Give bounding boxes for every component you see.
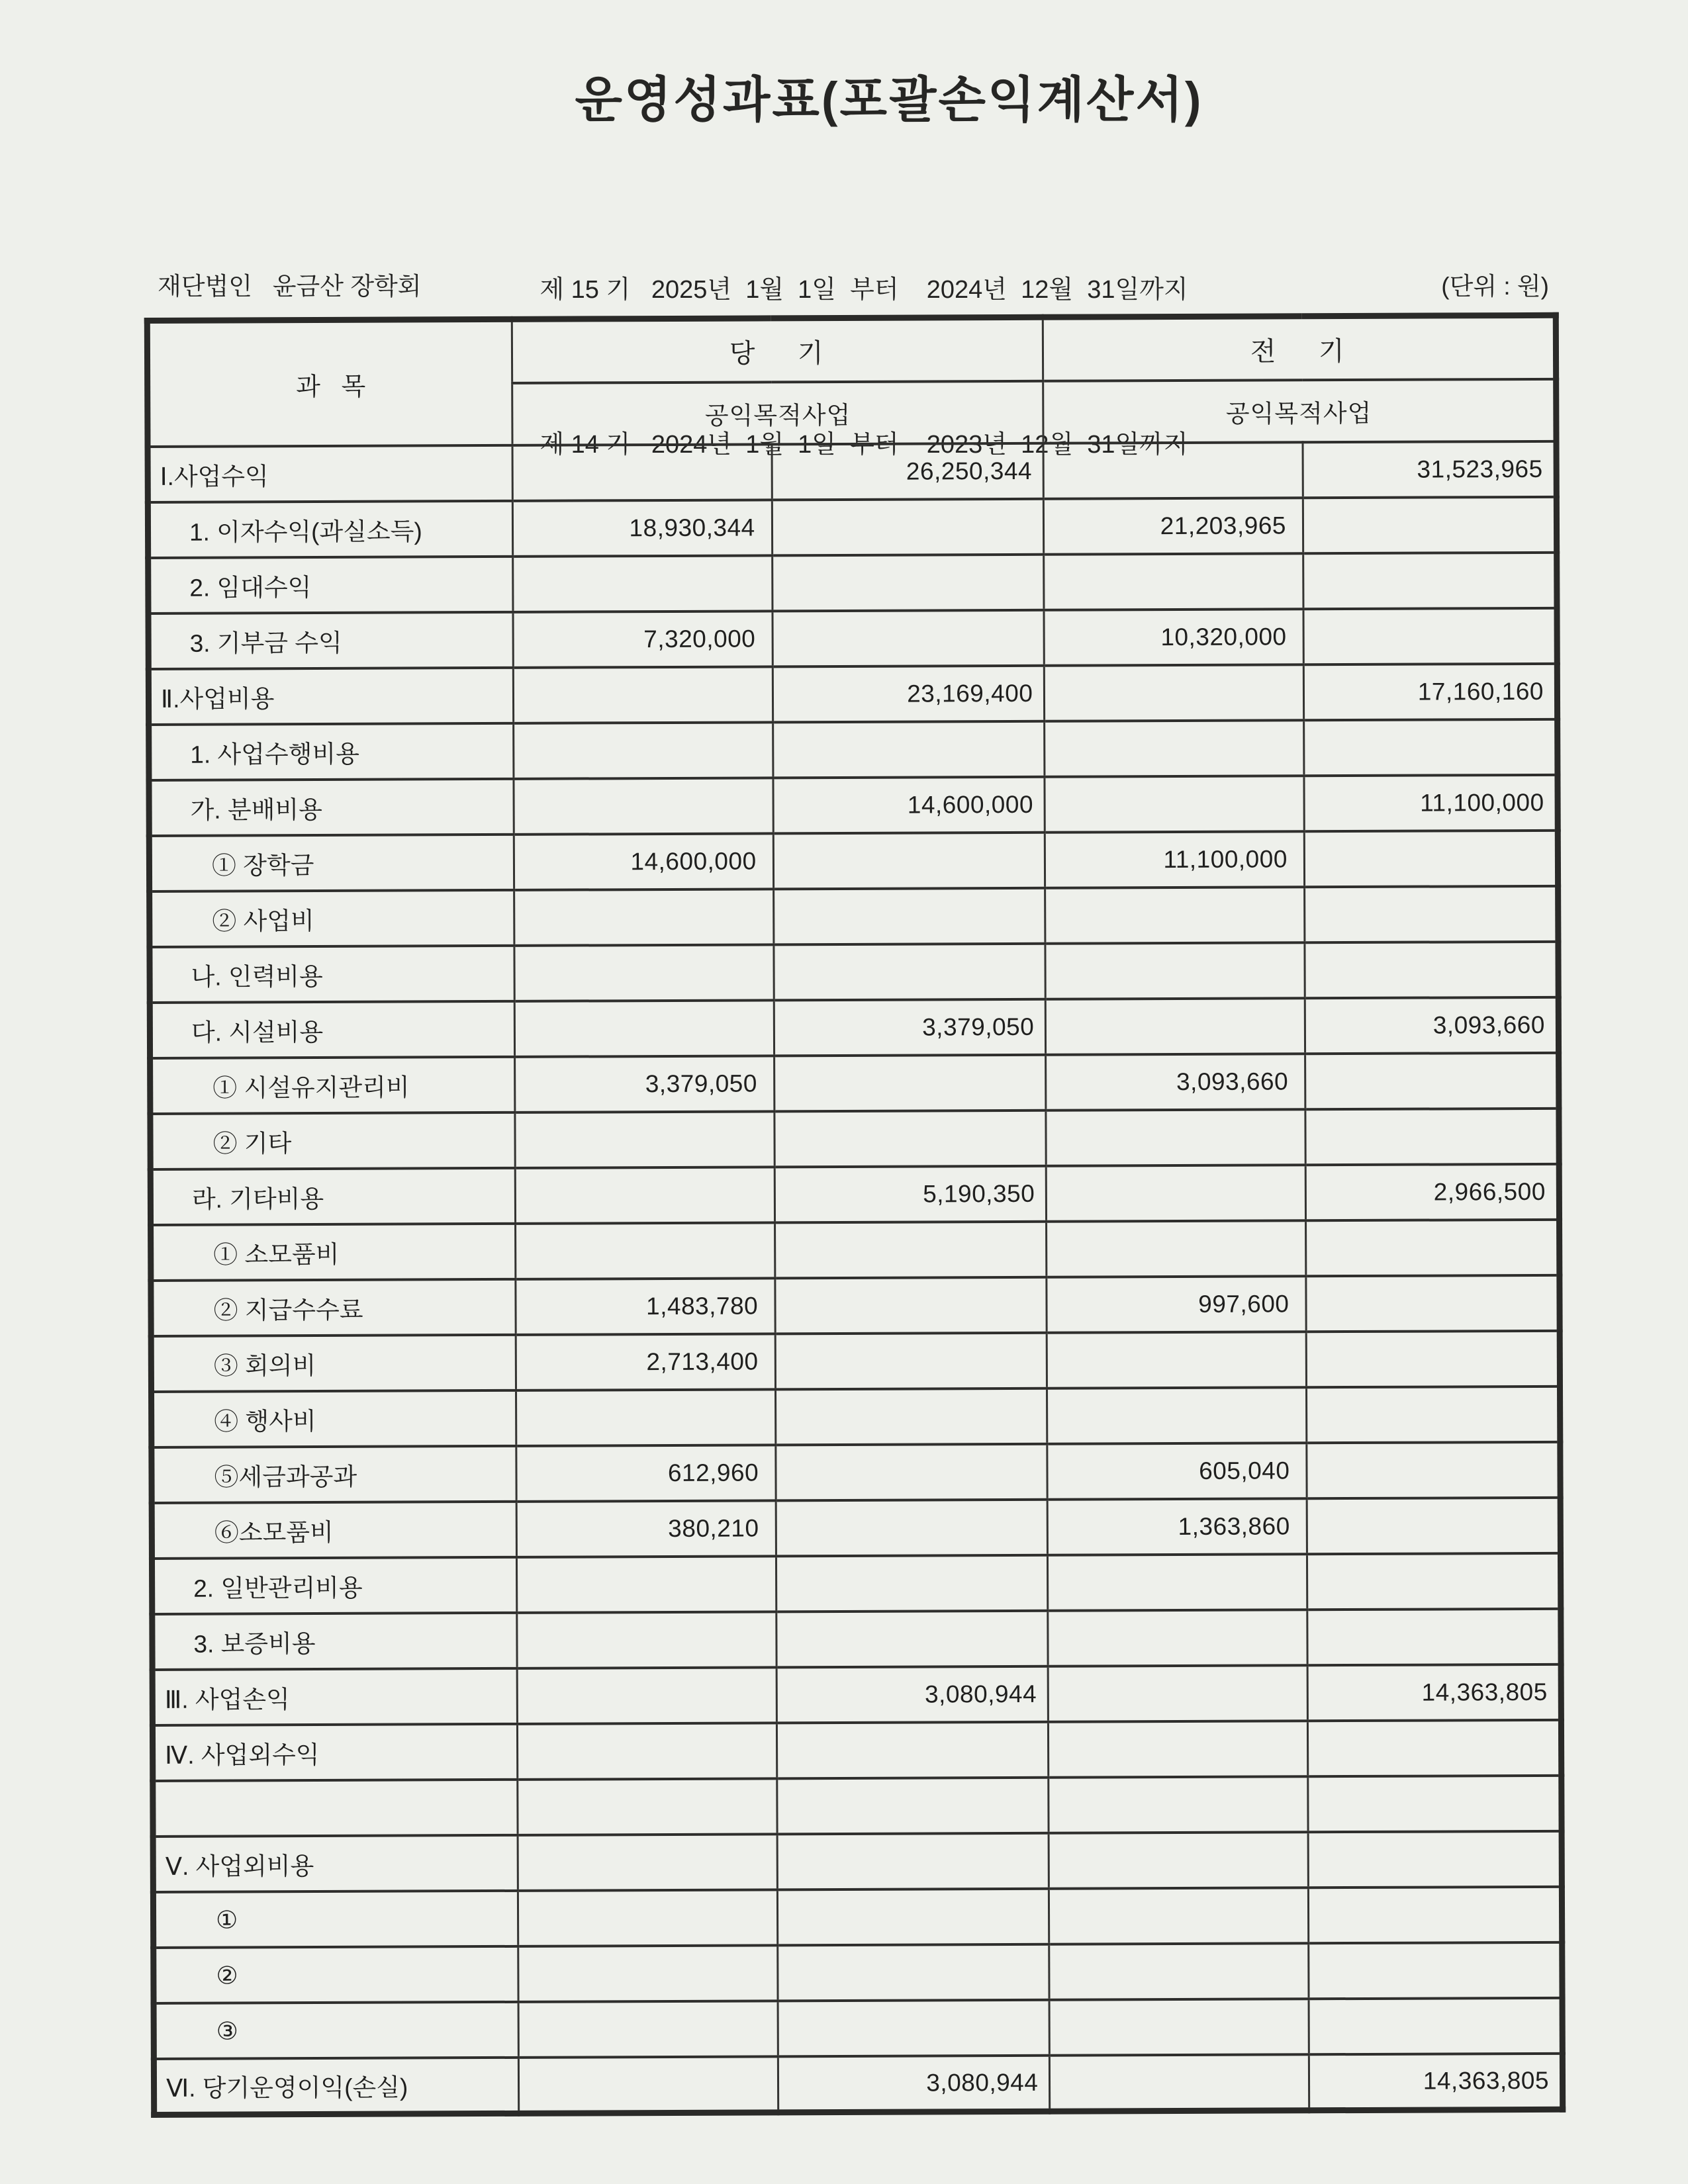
prior-sub-amount <box>1047 1387 1307 1444</box>
prior-sub-amount <box>1046 998 1305 1055</box>
current-sub-amount <box>514 1000 774 1057</box>
current-total-amount <box>773 610 1045 667</box>
table-row <box>153 1887 1562 1948</box>
prior-sub-amount: 21,203,965 <box>1044 498 1303 555</box>
account-label: 3. 보증비용 <box>152 1613 517 1670</box>
prior-sub-amount <box>1043 442 1303 499</box>
current-sub-amount <box>517 1556 776 1613</box>
current-sub-amount <box>518 1778 777 1835</box>
prior-total-amount <box>1308 1831 1562 1888</box>
table-row <box>150 942 1558 1003</box>
current-sub-amount <box>515 1111 774 1168</box>
prior-sub-amount <box>1047 1165 1306 1222</box>
current-total-amount <box>774 944 1046 1001</box>
prior-total-amount <box>1306 1331 1560 1387</box>
prior-total-amount <box>1305 1109 1559 1165</box>
current-total-amount <box>777 1833 1049 1890</box>
prior-total-amount <box>1304 831 1558 887</box>
current-total-amount <box>772 499 1044 556</box>
header-account-column: 과 목 <box>147 319 512 447</box>
account-label: ① 장학금 <box>149 835 514 891</box>
table-row <box>149 719 1558 780</box>
table-row <box>148 553 1557 614</box>
prior-sub-amount: 997,600 <box>1047 1276 1306 1333</box>
prior-total-amount <box>1307 1498 1560 1554</box>
current-total-amount <box>775 1277 1047 1334</box>
prior-total-amount <box>1304 719 1558 776</box>
current-total-amount: 5,190,350 <box>774 1166 1047 1223</box>
current-total-amount <box>777 1889 1049 1946</box>
account-label: ③ <box>154 2002 518 2059</box>
account-label: 2. 임대수익 <box>148 557 513 614</box>
prior-sub-amount <box>1045 664 1304 721</box>
current-total-amount: 26,250,344 <box>772 443 1044 500</box>
table-row <box>154 2054 1562 2115</box>
account-label: 1. 이자수익(과실소득) <box>148 501 512 558</box>
current-total-amount <box>776 1611 1048 1668</box>
account-label: ③ 회의비 <box>151 1335 516 1392</box>
account-label: 라. 기타비용 <box>150 1168 515 1225</box>
prior-total-amount <box>1303 497 1556 553</box>
current-sub-amount <box>514 944 774 1001</box>
prior-total-amount <box>1305 1220 1559 1276</box>
prior-sub-amount <box>1044 553 1303 610</box>
account-label: 가. 분배비용 <box>149 779 514 836</box>
current-sub-amount <box>516 1389 776 1446</box>
current-sub-amount: 14,600,000 <box>514 833 773 890</box>
current-sub-amount: 18,930,344 <box>512 500 772 557</box>
account-label: ⑤세금과공과 <box>152 1446 516 1503</box>
current-total-amount <box>776 1555 1048 1612</box>
current-sub-amount <box>514 722 773 779</box>
prior-total-amount <box>1307 1720 1561 1776</box>
unit-label: (단위 : 원) <box>1441 273 1549 300</box>
prior-sub-amount <box>1049 1999 1309 2056</box>
header-prior-period: 전 기 <box>1043 315 1556 381</box>
current-total-amount <box>774 1222 1047 1279</box>
current-sub-amount: 1,483,780 <box>516 1278 775 1335</box>
current-sub-amount <box>518 1834 777 1891</box>
account-label <box>153 1780 518 1837</box>
prior-total-amount <box>1303 553 1557 609</box>
current-total-amount <box>776 1444 1048 1501</box>
prior-sub-amount: 1,363,860 <box>1048 1498 1307 1555</box>
current-sub-amount: 2,713,400 <box>516 1334 775 1390</box>
current-sub-amount <box>517 1667 776 1724</box>
prior-sub-amount <box>1049 1721 1308 1778</box>
table-row <box>150 1164 1559 1225</box>
table-row <box>151 1275 1560 1336</box>
header-current-period: 당 기 <box>512 317 1043 383</box>
prior-sub-amount <box>1046 1109 1305 1166</box>
prior-total-amount <box>1308 1776 1562 1832</box>
account-label: ① 시설유지관리비 <box>150 1057 515 1114</box>
prior-sub-amount <box>1045 942 1305 999</box>
account-label: Ⅱ.사업비용 <box>148 668 513 725</box>
current-sub-amount <box>515 1167 774 1224</box>
prior-sub-amount <box>1048 1554 1307 1611</box>
prior-sub-amount <box>1049 1776 1308 1833</box>
table-row <box>152 1442 1560 1503</box>
meta-row <box>158 266 1549 302</box>
prior-total-amount <box>1309 1998 1562 2054</box>
current-sub-amount <box>512 444 772 501</box>
current-total-amount <box>775 1333 1047 1390</box>
prior-total-amount <box>1305 886 1558 942</box>
prior-total-amount <box>1308 1887 1562 1943</box>
account-label: ① <box>153 1891 518 1948</box>
prior-total-amount: 14,363,805 <box>1307 1664 1561 1721</box>
header-prior-public-purpose: 공익목적사업 <box>1043 379 1556 443</box>
current-total-amount <box>776 1722 1049 1779</box>
current-sub-amount <box>518 1723 777 1780</box>
current-total-amount <box>772 555 1044 612</box>
current-sub-amount <box>519 2056 778 2113</box>
prior-sub-amount <box>1045 776 1304 833</box>
table-row <box>150 997 1558 1058</box>
table-row <box>150 886 1558 947</box>
prior-sub-amount <box>1047 1220 1306 1277</box>
account-label: ④ 행사비 <box>152 1390 516 1447</box>
prior-total-amount <box>1306 1387 1560 1443</box>
prior-total-amount <box>1303 608 1557 664</box>
current-total-amount <box>774 1055 1046 1112</box>
current-sub-amount <box>518 1889 778 1946</box>
prior-sub-amount: 10,320,000 <box>1044 609 1303 666</box>
current-sub-amount <box>518 2001 778 2058</box>
table-row <box>153 1776 1562 1837</box>
prior-total-amount <box>1307 1609 1561 1665</box>
organization-name: 재단법인 윤금산 장학회 <box>158 273 422 300</box>
prior-sub-amount <box>1047 1332 1307 1388</box>
current-total-amount <box>776 1500 1048 1557</box>
current-total-amount <box>778 2000 1050 2057</box>
table-row <box>154 1998 1562 2059</box>
account-label: 3. 기부금 수익 <box>148 612 513 669</box>
current-total-amount <box>773 721 1045 778</box>
prior-total-amount <box>1305 1053 1559 1109</box>
prior-sub-amount <box>1049 1943 1309 2000</box>
table-row <box>152 1609 1561 1670</box>
account-label: Ⅰ.사업수익 <box>148 445 512 502</box>
prior-total-amount <box>1309 1942 1562 1999</box>
current-sub-amount <box>516 1222 775 1279</box>
current-sub-amount <box>513 666 773 723</box>
account-label: ② <box>154 1946 518 2003</box>
table-row <box>149 831 1558 891</box>
prior-sub-amount: 11,100,000 <box>1045 831 1305 888</box>
current-sub-amount: 3,379,050 <box>515 1056 774 1113</box>
table-row <box>152 1720 1561 1781</box>
account-label: ⑥소모품비 <box>152 1502 516 1559</box>
account-label: ① 소모품비 <box>151 1224 516 1281</box>
page-title: 운영성과표(포괄손익계산서) <box>575 72 1203 127</box>
account-label: Ⅲ. 사업손익 <box>152 1668 517 1725</box>
table-row <box>152 1664 1561 1725</box>
account-label: ② 지급수수료 <box>151 1279 516 1336</box>
prior-total-amount: 14,363,805 <box>1309 2054 1562 2110</box>
prior-total-amount <box>1305 942 1558 998</box>
account-label: 2. 일반관리비용 <box>152 1557 516 1614</box>
table-row <box>148 608 1557 669</box>
prior-sub-amount <box>1049 1888 1309 1944</box>
prior-sub-amount <box>1050 2054 1309 2111</box>
period-line-current: 제 15 기 2025년 1월 1일 부터 2024년 12월 31일까지 <box>539 276 1188 304</box>
table-row <box>151 1331 1560 1392</box>
current-total-amount <box>774 1111 1047 1167</box>
current-total-amount: 3,379,050 <box>774 999 1046 1056</box>
prior-sub-amount <box>1048 1610 1307 1666</box>
current-total-amount: 14,600,000 <box>773 777 1045 834</box>
table-row <box>151 1220 1560 1281</box>
table-row <box>154 1942 1562 2003</box>
table-row <box>148 497 1556 558</box>
prior-sub-amount <box>1049 1832 1308 1889</box>
table-row <box>149 775 1558 836</box>
table-row <box>148 664 1557 725</box>
account-label: ② 기타 <box>150 1113 515 1169</box>
prior-sub-amount: 605,040 <box>1047 1443 1307 1500</box>
table-row <box>150 1053 1559 1114</box>
current-total-amount <box>773 888 1045 945</box>
prior-total-amount: 2,966,500 <box>1305 1164 1559 1220</box>
current-total-amount <box>777 1944 1049 2001</box>
account-label: 나. 인력비용 <box>150 946 514 1003</box>
table-row <box>152 1387 1560 1447</box>
prior-sub-amount: 3,093,660 <box>1046 1054 1305 1111</box>
prior-sub-amount <box>1045 720 1304 777</box>
current-sub-amount <box>513 555 773 612</box>
current-sub-amount <box>517 1612 776 1668</box>
table-row <box>150 1109 1559 1169</box>
current-total-amount: 3,080,944 <box>778 2056 1050 2113</box>
current-sub-amount: 7,320,000 <box>513 611 773 668</box>
account-label: Ⅴ. 사업외비용 <box>153 1835 518 1892</box>
current-sub-amount <box>514 889 774 946</box>
prior-total-amount <box>1307 1553 1560 1610</box>
current-total-amount <box>776 1778 1049 1835</box>
current-sub-amount: 612,960 <box>516 1445 776 1502</box>
income-statement-table <box>144 312 1566 2118</box>
current-total-amount: 23,169,400 <box>773 666 1045 723</box>
prior-total-amount: 3,093,660 <box>1305 997 1558 1054</box>
table-row <box>152 1553 1560 1614</box>
current-total-amount <box>773 833 1045 889</box>
account-label: Ⅳ. 사업외수익 <box>152 1724 517 1781</box>
account-label: 1. 사업수행비용 <box>149 723 514 780</box>
table-row <box>148 441 1556 502</box>
period-line-prior: 제 14 기 2024년 1월 1일 부터 2023년 12월 31일까지 <box>539 431 1188 459</box>
current-total-amount: 3,080,944 <box>776 1666 1049 1723</box>
prior-sub-amount <box>1049 1665 1308 1722</box>
prior-total-amount: 11,100,000 <box>1304 775 1558 831</box>
header-row-periods <box>147 315 1556 385</box>
prior-total-amount <box>1306 1275 1560 1332</box>
account-label: Ⅵ. 당기운영이익(손실) <box>154 2058 518 2115</box>
current-sub-amount <box>514 778 773 835</box>
prior-sub-amount <box>1045 887 1305 944</box>
prior-total-amount <box>1307 1442 1560 1498</box>
prior-total-amount: 31,523,965 <box>1303 441 1556 498</box>
account-label: 다. 시설비용 <box>150 1001 514 1058</box>
prior-total-amount: 17,160,160 <box>1303 664 1557 720</box>
table-row <box>152 1498 1560 1559</box>
header-current-public-purpose: 공익목적사업 <box>512 381 1044 445</box>
table-row <box>153 1831 1562 1892</box>
current-sub-amount <box>518 1945 778 2002</box>
current-sub-amount: 380,210 <box>516 1500 776 1557</box>
current-total-amount <box>775 1388 1047 1445</box>
account-label: ② 사업비 <box>150 890 514 947</box>
